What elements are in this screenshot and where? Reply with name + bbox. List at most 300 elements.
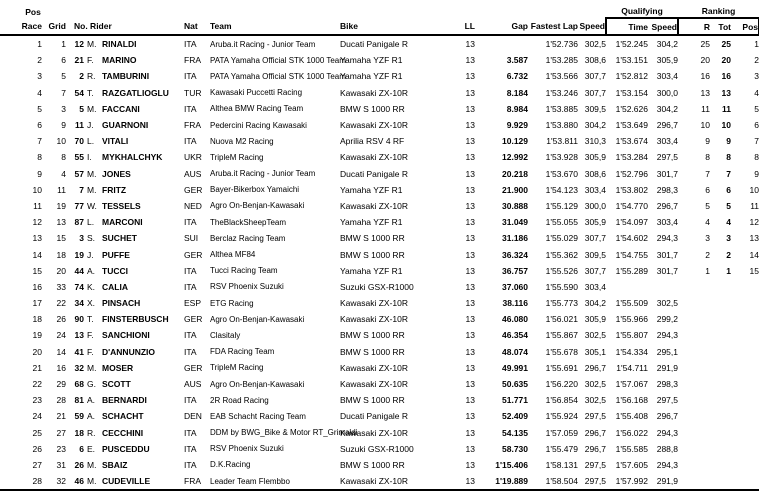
cell-q-speed: 303,4 xyxy=(656,136,678,147)
cell-gap: 37.060 xyxy=(502,281,528,292)
cell-r xyxy=(678,457,710,473)
cell-nat: FRA xyxy=(184,55,201,66)
cell-nat: UKR xyxy=(184,152,202,163)
cell-initial: S. xyxy=(87,233,96,244)
cell-fastest-lap: 1'53.566 xyxy=(545,71,578,82)
cell-surname: SBAIZ xyxy=(102,459,128,470)
cell-fastest-lap: 1'53.811 xyxy=(546,136,578,147)
cell-gap: 38.116 xyxy=(502,298,528,309)
cell-initial: M. xyxy=(87,362,97,373)
cell-ll: 13 xyxy=(465,330,475,341)
cell-initial: M. xyxy=(87,39,97,50)
cell-race: 5 xyxy=(37,103,42,114)
cell-q-time: 1'54.334 xyxy=(615,346,648,357)
cell-q-speed: 300,0 xyxy=(656,87,678,98)
cell-q-speed: 305,9 xyxy=(656,55,678,66)
cell-nat: GER xyxy=(184,362,203,373)
cell-bike: Suzuki GSX-R1000 xyxy=(340,281,414,292)
cell-q-speed: 302,5 xyxy=(656,298,678,309)
cell-speed: 308,6 xyxy=(584,55,606,66)
cell-ll: 13 xyxy=(465,71,475,82)
cell-team: RSV Phoenix Suzuki xyxy=(210,282,284,292)
cell-speed: 296,7 xyxy=(584,427,606,438)
cell-team: TheBlackSheepTeam xyxy=(210,217,287,227)
cell-q-time: 1'57.067 xyxy=(615,379,648,390)
cell-team: EAB Schacht Racing Team xyxy=(210,411,306,421)
cell-nat: ITA xyxy=(184,265,197,276)
col-header-ranking-pos: Pos xyxy=(731,18,759,35)
cell-bike: Kawasaki ZX-10R xyxy=(340,476,409,487)
table-row xyxy=(0,360,759,376)
cell-no: 34 xyxy=(74,298,84,309)
cell-ll: 13 xyxy=(465,298,475,309)
cell-surname: PUSCEDDU xyxy=(102,443,150,454)
cell-fastest-lap: 1'53.880 xyxy=(545,120,578,131)
cell-ll: 13 xyxy=(465,379,475,390)
cell-pos: 3 xyxy=(754,71,759,82)
cell-bike: Kawasaki ZX-10R xyxy=(340,87,409,98)
cell-surname: PINSACH xyxy=(102,298,141,309)
cell-grid: 31 xyxy=(56,459,66,470)
cell-surname: VITALI xyxy=(102,136,129,147)
cell-gap xyxy=(475,35,528,52)
cell-tot xyxy=(710,376,731,392)
cell-initial: M. xyxy=(87,459,97,470)
cell-initial: M. xyxy=(87,184,97,195)
col-header-team: Team xyxy=(210,18,340,35)
cell-q-time: 1'54.755 xyxy=(615,249,648,260)
cell-gap: 52.409 xyxy=(502,411,528,422)
cell-q-speed: 291,9 xyxy=(656,362,678,373)
cell-pos: 11 xyxy=(750,200,759,211)
cell-race: 7 xyxy=(37,136,42,147)
cell-pos: 12 xyxy=(749,217,759,228)
cell-race: 9 xyxy=(37,168,42,179)
cell-tot: 13 xyxy=(721,87,731,98)
cell-race: 15 xyxy=(32,265,42,276)
cell-tot: 20 xyxy=(721,55,731,66)
cell-race: 21 xyxy=(32,362,42,373)
cell-pos xyxy=(731,311,759,327)
cell-initial: F. xyxy=(87,330,94,341)
cell-nat: GER xyxy=(184,184,203,195)
cell-grid: 27 xyxy=(56,427,66,438)
cell-team: Leader Team Flembbo xyxy=(210,476,290,486)
cell-ll: 13 xyxy=(465,103,475,114)
cell-race: 19 xyxy=(32,330,42,341)
cell-race: 23 xyxy=(32,395,42,406)
table-row xyxy=(0,198,759,214)
col-header-qualifying-speed: Speed xyxy=(648,18,678,35)
cell-nat: ITA xyxy=(184,346,197,357)
table-row xyxy=(0,133,759,149)
cell-nat: ITA xyxy=(184,395,197,406)
cell-surname: TUCCI xyxy=(102,265,128,276)
cell-bike: Suzuki GSX-R1000 xyxy=(340,443,414,454)
cell-race: 25 xyxy=(32,427,42,438)
cell-tot xyxy=(710,327,731,343)
cell-speed: 307,7 xyxy=(584,87,606,98)
cell-nat: AUS xyxy=(184,168,202,179)
cell-speed: 302,5 xyxy=(584,39,606,50)
cell-grid: 11 xyxy=(57,184,66,195)
cell-no: 21 xyxy=(74,55,84,66)
cell-r xyxy=(678,408,710,424)
table-row xyxy=(0,230,759,246)
cell-q-time: 1'54.602 xyxy=(615,233,648,244)
cell-q-time: 1'52.626 xyxy=(615,103,648,114)
cell-gap: 1'19.889 xyxy=(495,476,528,487)
cell-bike: Kawasaki ZX-10R xyxy=(340,427,409,438)
cell-q-time: 1'54.770 xyxy=(615,200,648,211)
cell-q-time: 1'54.711 xyxy=(616,362,648,373)
cell-tot: 1 xyxy=(726,265,731,276)
cell-gap: 54.135 xyxy=(502,427,528,438)
cell-no: 55 xyxy=(74,152,84,163)
cell-race: 24 xyxy=(32,411,42,422)
group-header-ranking: Ranking xyxy=(701,6,736,16)
cell-surname: TAMBURINI xyxy=(102,71,150,82)
cell-gap: 21.900 xyxy=(502,184,528,195)
cell-surname: TESSELS xyxy=(102,200,141,211)
cell-nat: FRA xyxy=(184,120,201,131)
cell-grid: 29 xyxy=(56,379,66,390)
table-row xyxy=(0,473,759,490)
cell-pos xyxy=(731,327,759,343)
cell-tot: 8 xyxy=(726,152,731,163)
cell-nat: ITA xyxy=(184,71,197,82)
cell-q-time: 1'55.509 xyxy=(615,298,648,309)
cell-no: 41 xyxy=(74,346,84,357)
cell-ll: 13 xyxy=(465,476,475,487)
cell-race: 17 xyxy=(32,298,42,309)
cell-pos: 2 xyxy=(754,55,759,66)
cell-team: Agro On-Benjan-Kawasaki xyxy=(210,201,305,211)
cell-grid: 10 xyxy=(56,136,66,147)
cell-initial: J. xyxy=(87,120,94,131)
cell-team: FDA Racing Team xyxy=(210,347,275,357)
cell-speed: 303,4 xyxy=(584,281,606,292)
table-row xyxy=(0,376,759,392)
cell-bike: Ducati Panigale R xyxy=(340,39,409,50)
cell-pos: 7 xyxy=(754,136,759,147)
cell-team: DDM by BWG_Bike & Motor RT_Grimaldi xyxy=(210,428,358,438)
cell-surname: FINSTERBUSCH xyxy=(102,314,169,325)
cell-ll: 13 xyxy=(465,120,475,131)
cell-q-speed: 297,5 xyxy=(656,152,678,163)
cell-q-time: 1'53.151 xyxy=(615,55,648,66)
group-header-row xyxy=(0,3,759,18)
group-header-spacer xyxy=(66,3,606,18)
cell-ll: 13 xyxy=(465,459,475,470)
cell-r: 5 xyxy=(705,200,710,211)
cell-surname: CALIA xyxy=(102,281,128,292)
cell-pos: 1 xyxy=(754,39,759,50)
cell-no: 57 xyxy=(74,168,84,179)
cell-pos xyxy=(731,360,759,376)
cell-team: ETG Racing xyxy=(210,298,254,308)
cell-fastest-lap: 1'55.867 xyxy=(545,330,578,341)
cell-no: 77 xyxy=(74,200,84,211)
cell-initial: G. xyxy=(87,379,96,390)
cell-q-speed: 296,7 xyxy=(656,411,678,422)
col-header-fastest-lap: Fastest Lap xyxy=(528,18,578,35)
cell-q-time: 1'55.408 xyxy=(615,411,648,422)
cell-race: 22 xyxy=(32,379,42,390)
cell-fastest-lap: 1'55.924 xyxy=(545,411,578,422)
cell-bike: BMW S 1000 RR xyxy=(340,103,405,114)
table-row xyxy=(0,68,759,84)
cell-r: 4 xyxy=(705,217,710,228)
cell-grid: 4 xyxy=(61,168,66,179)
cell-tot xyxy=(710,473,731,490)
cell-team: 2R Road Racing xyxy=(210,395,269,405)
cell-no: 90 xyxy=(74,314,84,325)
cell-team: TripleM Racing xyxy=(210,363,264,373)
cell-q-speed: 296,7 xyxy=(656,120,678,131)
cell-race: 16 xyxy=(32,281,42,292)
cell-race: 1 xyxy=(37,39,42,50)
cell-speed: 304,2 xyxy=(584,120,606,131)
cell-bike: Kawasaki ZX-10R xyxy=(340,379,409,390)
cell-q-speed: 296,7 xyxy=(656,200,678,211)
cell-q-speed: 301,7 xyxy=(656,249,678,260)
table-row xyxy=(0,441,759,457)
cell-nat: NED xyxy=(184,200,202,211)
cell-gap: 50.635 xyxy=(502,379,528,390)
cell-initial: L. xyxy=(87,136,95,147)
cell-team: Aruba.it Racing - Junior Team xyxy=(210,39,316,49)
cell-ll: 13 xyxy=(465,233,475,244)
cell-tot xyxy=(710,441,731,457)
cell-ll: 13 xyxy=(465,184,475,195)
col-header-gap: Gap xyxy=(475,18,528,35)
cell-q-speed: 298,3 xyxy=(656,379,678,390)
col-header-ll: LL xyxy=(454,18,475,35)
cell-surname: CECCHINI xyxy=(102,427,144,438)
cell-surname: SANCHIONI xyxy=(102,330,150,341)
cell-fastest-lap: 1'55.362 xyxy=(545,249,578,260)
cell-bike: Kawasaki ZX-10R xyxy=(340,152,409,163)
cell-race: 26 xyxy=(32,443,42,454)
cell-nat: GER xyxy=(184,249,203,260)
cell-team: Aruba.it Racing - Junior Team xyxy=(210,169,316,179)
cell-ll: 13 xyxy=(465,152,475,163)
cell-surname: PUFFE xyxy=(102,249,130,260)
col-header-nat: Nat xyxy=(184,18,210,35)
cell-surname: SCHACHT xyxy=(102,411,144,422)
cell-fastest-lap: 1'58.504 xyxy=(545,476,578,487)
cell-gap: 9.929 xyxy=(506,120,528,131)
cell-q-time: 1'55.807 xyxy=(615,330,648,341)
cell-grid: 8 xyxy=(61,152,66,163)
cell-race: 3 xyxy=(37,71,42,82)
cell-tot: 16 xyxy=(721,71,731,82)
cell-fastest-lap: 1'52.736 xyxy=(545,39,578,50)
cell-race: 8 xyxy=(37,152,42,163)
table-row xyxy=(0,295,759,311)
cell-surname: RAZGATLIOGLU xyxy=(102,87,169,98)
cell-q-speed: 304,2 xyxy=(656,39,678,50)
cell-gap: 31.186 xyxy=(502,233,528,244)
cell-ll: 13 xyxy=(465,395,475,406)
cell-grid: 23 xyxy=(56,443,66,454)
cell-team: TripleM Racing xyxy=(210,152,264,162)
cell-ll: 13 xyxy=(465,427,475,438)
cell-ll: 13 xyxy=(465,281,475,292)
cell-grid: 18 xyxy=(56,249,66,260)
cell-q-speed: 299,2 xyxy=(656,314,678,325)
cell-q-time xyxy=(606,279,648,295)
cell-r: 25 xyxy=(700,39,710,50)
cell-bike: BMW S 1000 RR xyxy=(340,395,405,406)
cell-grid: 5 xyxy=(61,71,66,82)
cell-no: 44 xyxy=(74,265,84,276)
cell-nat: ITA xyxy=(184,443,197,454)
cell-q-speed: 294,3 xyxy=(656,459,678,470)
cell-team: Berclaz Racing Team xyxy=(210,233,286,243)
cell-initial: K. xyxy=(87,281,96,292)
cell-speed: 305,9 xyxy=(584,314,606,325)
cell-bike: Kawasaki ZX-10R xyxy=(340,298,409,309)
cell-speed: 305,9 xyxy=(584,217,606,228)
cell-r: 10 xyxy=(700,120,710,131)
cell-pos xyxy=(731,408,759,424)
cell-initial: M. xyxy=(87,103,97,114)
cell-fastest-lap: 1'55.678 xyxy=(545,346,578,357)
cell-pos xyxy=(731,425,759,441)
cell-tot xyxy=(710,408,731,424)
cell-initial: A. xyxy=(87,265,96,276)
cell-initial: X. xyxy=(87,298,96,309)
cell-surname: CUDEVILLE xyxy=(102,476,151,487)
cell-pos: 14 xyxy=(749,249,759,260)
cell-tot xyxy=(710,311,731,327)
cell-initial: L. xyxy=(87,217,95,228)
cell-speed: 305,1 xyxy=(584,346,606,357)
cell-r xyxy=(678,311,710,327)
table-row xyxy=(0,117,759,133)
column-header-row xyxy=(0,18,759,35)
cell-r xyxy=(678,425,710,441)
cell-ll: 13 xyxy=(465,411,475,422)
cell-bike: Yamaha YZF R1 xyxy=(340,55,403,66)
cell-ll: 13 xyxy=(465,362,475,373)
table-row xyxy=(0,408,759,424)
cell-fastest-lap: 1'53.246 xyxy=(545,87,578,98)
col-header-grid: Grid xyxy=(42,18,66,35)
cell-ll: 13 xyxy=(465,39,475,50)
table-header xyxy=(0,3,759,35)
cell-nat: ITA xyxy=(184,330,197,341)
cell-tot: 11 xyxy=(722,103,731,114)
col-header-ranking-r: R xyxy=(678,18,710,35)
cell-q-speed: 304,2 xyxy=(656,103,678,114)
cell-surname: MARINO xyxy=(102,55,137,66)
cell-q-time: 1'52.796 xyxy=(615,168,648,179)
cell-gap: 36.324 xyxy=(502,249,528,260)
cell-ll: 13 xyxy=(465,265,475,276)
cell-speed: 296,7 xyxy=(584,443,606,454)
cell-grid: 20 xyxy=(56,265,66,276)
cell-r: 8 xyxy=(705,152,710,163)
cell-race: 14 xyxy=(32,249,42,260)
cell-q-time: 1'53.649 xyxy=(615,120,648,131)
cell-bike: Ducati Panigale R xyxy=(340,411,409,422)
cell-gap: 1'15.406 xyxy=(495,459,528,470)
cell-grid: 24 xyxy=(56,330,66,341)
cell-no: 18 xyxy=(74,427,84,438)
table-row xyxy=(0,327,759,343)
cell-initial: A. xyxy=(87,411,96,422)
cell-ll: 13 xyxy=(465,314,475,325)
cell-race: 12 xyxy=(32,217,42,228)
cell-race: 28 xyxy=(32,476,42,487)
cell-ll: 13 xyxy=(465,168,475,179)
cell-nat: TUR xyxy=(184,87,202,98)
cell-grid: 14 xyxy=(56,346,66,357)
cell-tot: 3 xyxy=(726,233,731,244)
cell-team: Agro On-Benjan-Kawasaki xyxy=(210,314,305,324)
cell-speed: 297,5 xyxy=(584,411,606,422)
cell-fastest-lap: 1'53.885 xyxy=(545,103,578,114)
cell-surname: D'ANNUNZIO xyxy=(102,346,156,357)
cell-q-speed xyxy=(648,279,678,295)
cell-race: 27 xyxy=(32,459,42,470)
cell-no: 5 xyxy=(79,103,84,114)
cell-fastest-lap: 1'57.059 xyxy=(545,427,578,438)
cell-race: 2 xyxy=(37,55,42,66)
cell-q-speed: 294,3 xyxy=(656,330,678,341)
cell-bike: Kawasaki ZX-10R xyxy=(340,314,409,325)
cell-tot: 5 xyxy=(726,200,731,211)
cell-surname: BERNARDI xyxy=(102,395,147,406)
cell-no: 2 xyxy=(79,71,84,82)
cell-nat: SUI xyxy=(184,233,199,244)
cell-no: 7 xyxy=(79,184,84,195)
cell-team: D.K.Racing xyxy=(210,460,251,470)
cell-r: 11 xyxy=(701,103,710,114)
cell-gap: 58.730 xyxy=(502,443,528,454)
cell-q-speed: 294,3 xyxy=(656,427,678,438)
cell-race: 18 xyxy=(32,314,42,325)
cell-no: 70 xyxy=(74,136,84,147)
table-row xyxy=(0,85,759,101)
cell-r: 6 xyxy=(705,184,710,195)
cell-speed: 297,5 xyxy=(584,476,606,487)
cell-no: 68 xyxy=(74,379,84,390)
cell-team: Bayer-Bikerbox Yamaichi xyxy=(210,185,300,195)
cell-fastest-lap: 1'55.479 xyxy=(545,443,578,454)
cell-q-time: 1'53.802 xyxy=(615,184,648,195)
cell-initial: F. xyxy=(87,55,94,66)
cell-pos: 6 xyxy=(754,120,759,131)
table-row xyxy=(0,246,759,262)
cell-gap: 36.757 xyxy=(502,265,528,276)
cell-q-time: 1'53.674 xyxy=(615,136,648,147)
cell-nat: ITA xyxy=(184,281,197,292)
cell-ll: 13 xyxy=(465,136,475,147)
cell-initial: T. xyxy=(87,314,94,325)
cell-gap: 20.218 xyxy=(502,168,528,179)
cell-q-speed: 303,4 xyxy=(656,217,678,228)
cell-r xyxy=(678,279,710,295)
cell-fastest-lap: 1'56.854 xyxy=(545,395,578,406)
cell-grid: 22 xyxy=(56,298,66,309)
cell-tot: 25 xyxy=(721,39,731,50)
cell-team: Althea BMW Racing Team xyxy=(210,104,304,114)
cell-fastest-lap: 1'58.131 xyxy=(545,459,578,470)
